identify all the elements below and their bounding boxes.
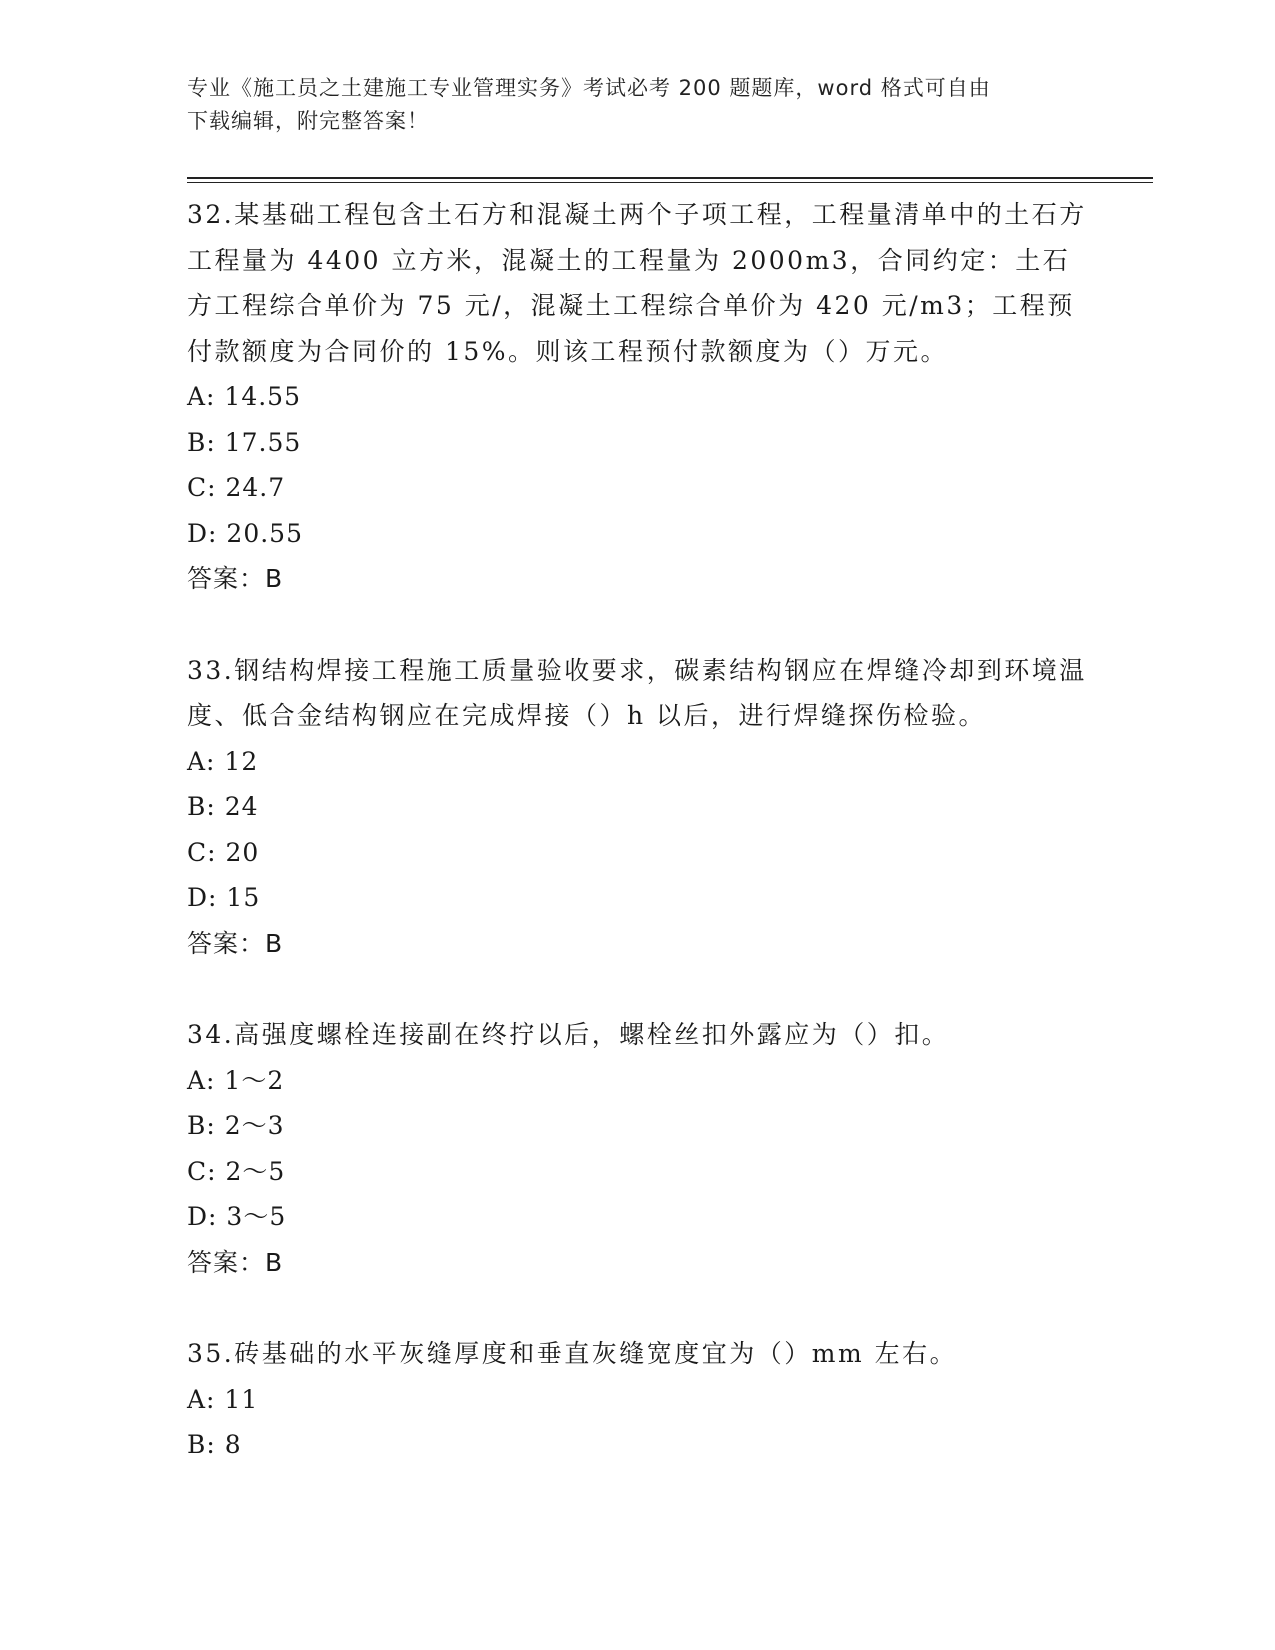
- answer-line: 答案：B: [187, 564, 284, 593]
- question-list: [187, 192, 1087, 1514]
- option-b: B: 8: [187, 1430, 242, 1459]
- option-b: B: 2～3: [187, 1111, 285, 1140]
- question-35: [187, 1331, 1087, 1468]
- option-b: B: 17.55: [187, 427, 302, 457]
- option-c: C: 24.7: [187, 473, 286, 502]
- answer-line: 答案：B: [187, 1247, 284, 1277]
- question-stem: 33.钢结构焊接工程施工质量验收要求，碳素结构钢应在焊缝冷却到环境温度、低合金结构钢应在完成焊接（）h 以后，进行焊缝探伤检验。: [187, 655, 1087, 730]
- header-line-1: 专业《施工员之土建施工专业管理实务》考试必考 200 题题库，word 格式可自由: [187, 76, 991, 100]
- question-34: [187, 1012, 1087, 1285]
- option-d: D: 20.55: [187, 518, 303, 548]
- question-stem: 35.砖基础的水平灰缝厚度和垂直灰缝宽度宜为（）mm 左右。: [187, 1339, 958, 1368]
- option-a: A: 1～2: [187, 1065, 285, 1095]
- question-32: [187, 192, 1087, 602]
- option-a: A: 12: [187, 746, 259, 776]
- question-stem: 32.某基础工程包含土石方和混凝土两个子项工程，工程量清单中的土石方工程量为 4400 立方米，混凝土的工程量为 2000m3，合同约定：土石方工程综合单价为 75 元/，混凝土工程综合单价为 420 元/m3；工程预付款额度为合同价的 15%。则该工程预付款额度为（）万元。: [187, 200, 1087, 366]
- question-33: [187, 648, 1087, 967]
- option-c: C: 2～5: [187, 1156, 286, 1186]
- question-stem: 34.高强度螺栓连接副在终拧以后，螺栓丝扣外露应为（）扣。: [187, 1020, 950, 1049]
- document-header: [187, 72, 1087, 138]
- option-d: D: 15: [187, 883, 261, 912]
- option-a: A: 11: [187, 1384, 259, 1414]
- header-line-2: 下载编辑，附完整答案！: [187, 109, 429, 133]
- answer-line: 答案：B: [187, 928, 284, 958]
- header-divider-thin: [187, 182, 1153, 183]
- option-b: B: 24: [187, 792, 259, 821]
- header-divider-thick: [187, 177, 1153, 179]
- option-d: D: 3～5: [187, 1202, 287, 1231]
- option-c: C: 20: [187, 837, 260, 867]
- option-a: A: 14.55: [187, 382, 301, 411]
